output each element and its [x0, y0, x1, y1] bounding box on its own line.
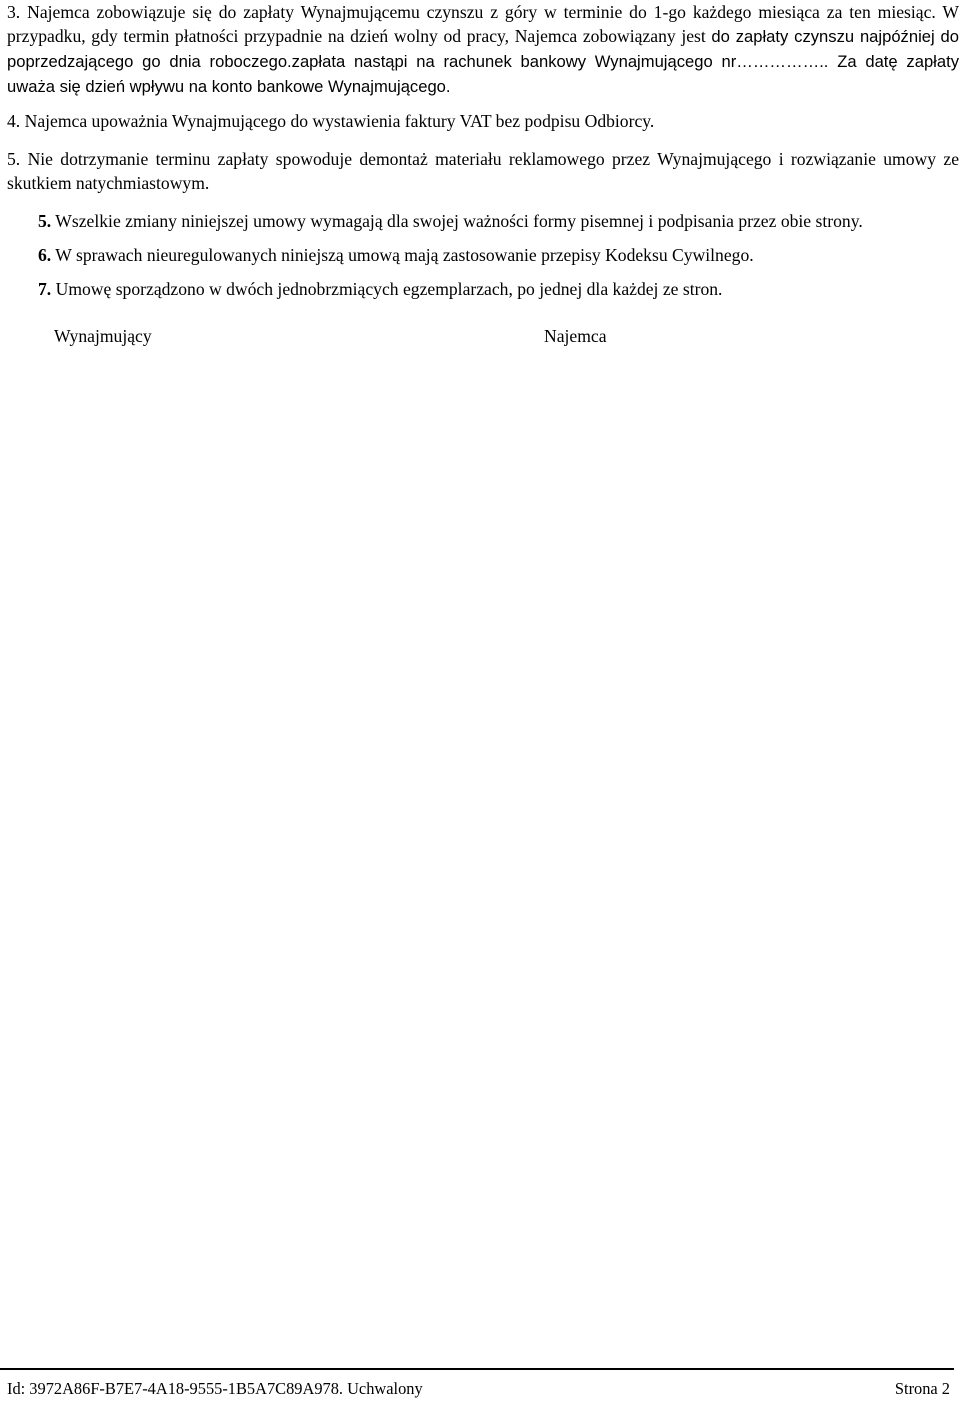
paragraph-7-text: Umowę sporządzono w dwóch jednobrzmiących egzemplarzach, po jednej dla każdej ze stron. — [55, 279, 723, 299]
signature-lessee-label: Najemca — [544, 326, 607, 346]
paragraph-6 — [7, 243, 959, 267]
page-footer — [7, 1377, 950, 1401]
footer-document-id: Id: 3972A86F-B7E7-4A18-9555-1B5A7C89A978. Uchwalony — [7, 1379, 423, 1398]
footer-divider — [0, 1368, 954, 1370]
paragraph-4 — [7, 109, 959, 133]
paragraph-6-text: W sprawach nieuregulowanych niniejszą umową mają zastosowanie przepisy Kodeksu Cywilnego. — [55, 245, 754, 265]
paragraph-7 — [7, 277, 959, 301]
signature-lessor-label: Wynajmujący — [54, 326, 152, 346]
paragraph-5-termination-text: Nie dotrzymanie terminu zapłaty spowoduje demontaż materiału reklamowego przez Wynajmującego i rozwiązanie umowy ze skutkiem natychmiastowym. — [7, 149, 960, 193]
paragraph-3-number: 3. — [7, 2, 21, 22]
paragraph-5-termination-number: 5. — [7, 149, 21, 169]
signature-block — [54, 324, 754, 350]
paragraph-4-text: Najemca upoważnia Wynajmującego do wystawienia faktury VAT bez podpisu Odbiorcy. — [24, 111, 655, 131]
paragraph-6-number: 6. — [38, 245, 52, 265]
paragraph-5-amendments-text: Wszelkie zmiany niniejszej umowy wymagają dla swojej ważności formy pisemnej i podpisania przez obie strony. — [55, 211, 863, 231]
paragraph-5-amendments — [7, 209, 959, 233]
paragraph-3-text-a: Najemca zobowiązuje się do zapłaty Wynajmującemu czynszu z góry w terminie do 1-go każdego miesiąca za ten miesiąc. W przypadku, gdy termin płatności przypadnie na dzień wolny od pracy, Najemca zobowiązany jest — [7, 2, 959, 46]
paragraph-4-number: 4. — [7, 111, 21, 131]
paragraph-3 — [7, 0, 959, 99]
footer-page-number: Strona 2 — [894, 1379, 950, 1398]
paragraph-5-amendments-number: 5. — [38, 211, 52, 231]
paragraph-3-text-b: do zapłaty czynszu najpóźniej do poprzedzającego go dnia roboczego.zapłata nastąpi na rachunek bankowy Wynajmującego nr…………….. Za datę zapłaty uważa się dzień wpływu na konto bankowe Wynajmującego. — [7, 27, 959, 96]
paragraph-7-number: 7. — [38, 279, 52, 299]
document-body — [7, 0, 959, 301]
paragraph-5-termination — [7, 147, 959, 195]
